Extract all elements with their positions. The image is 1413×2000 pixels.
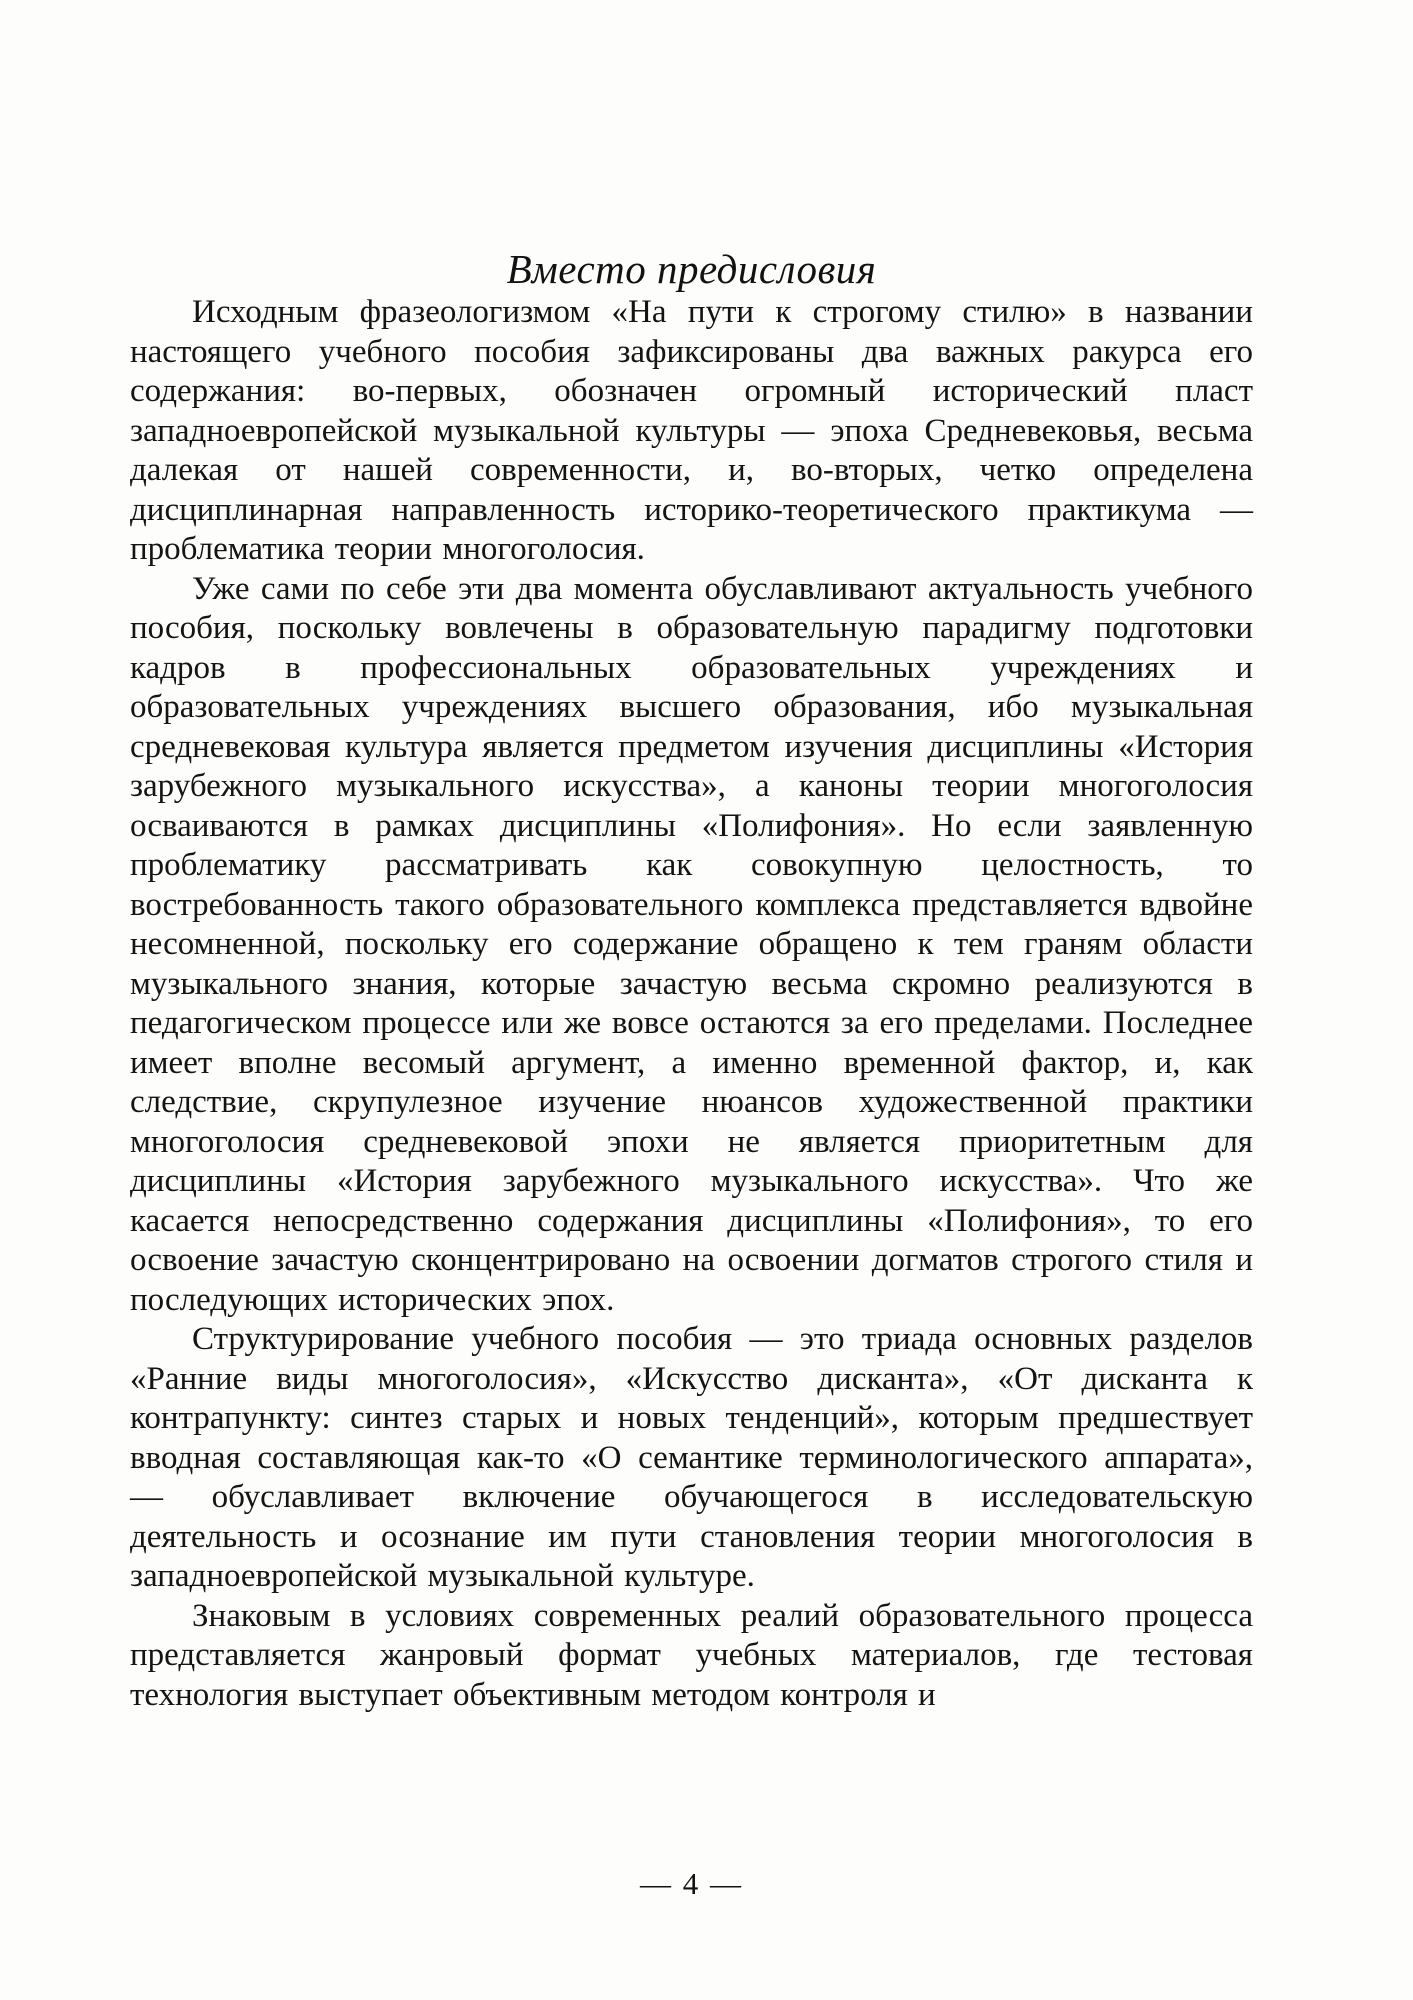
page-title: Вместо предисловия	[506, 246, 877, 292]
paragraph-relevance: Уже сами по себе эти два момента обуславливают актуальность учебного пособия, поскольку вовлечены в образовательную парадигму подготовки кадров в профессиональных образовательных учреждениях и образовательных учреждениях высшего образования, ибо музыкальная средневековая культура является предметом изучения дисциплины «История зарубежного музыкального искусства», а каноны теории многоголосия осваиваются в рамках дисциплины «Полифония». Но если заявленную проблематику рассматривать как совокупную целостность, то востребованность такого образовательного комплекса представляется вдвойне несомненной, поскольку его содержание обращено к тем граням области музыкального знания, которые зачастую весьма скромно реализуются в педагогическом процессе или же вовсе остаются за его пределами. Последнее имеет вполне весомый аргумент, а именно временной фактор, и, как следствие, скрупулезное изучение нюансов художественной практики многоголосия средневековой эпохи не является приоритетным для дисциплины «История зарубежного музыкального искусства». Что же касается непосредственно содержания дисциплины «Полифония», то его освоение зачастую сконцентрировано на освоении догматов строгого стиля и последующих исторических эпох.	[130, 570, 1253, 1318]
paragraph-structure: Структурирование учебного пособия — это триада основных разделов «Ранние виды многоголосия», «Искусство дисканта», «От дисканта к контрапункту: синтез старых и новых тенденций», которым предшествует вводная составляющая как-то «О семантике терминологического аппарата», — обуславливает включение обучающегося в исследовательскую деятельность и осознание им пути становления теории многоголосия в западноевропейской музыкальной культуре.	[130, 1321, 1253, 1594]
page-number: — 4 —	[640, 1866, 743, 1901]
paragraph-intro: Исходным фразеологизмом «На пути к строгому стилю» в названии настоящего учебного пособия зафиксированы два важных ракурса его содержания: во-первых, обозначен огромный исторический пласт западноевропейской музыкальной культуры — эпоха Средневековья, весьма далекая от нашей современности, и, во-вторых, четко определена дисциплинарная направленность историко-теоретического практикума — проблематика теории многоголосия.	[130, 294, 1253, 567]
document-body	[130, 293, 1253, 1715]
paragraph-test-format: Знаковым в условиях современных реалий образовательного процесса представляется жанровый формат учебных материалов, где тестовая технология выступает объективным методом контроля и	[130, 1597, 1253, 1713]
